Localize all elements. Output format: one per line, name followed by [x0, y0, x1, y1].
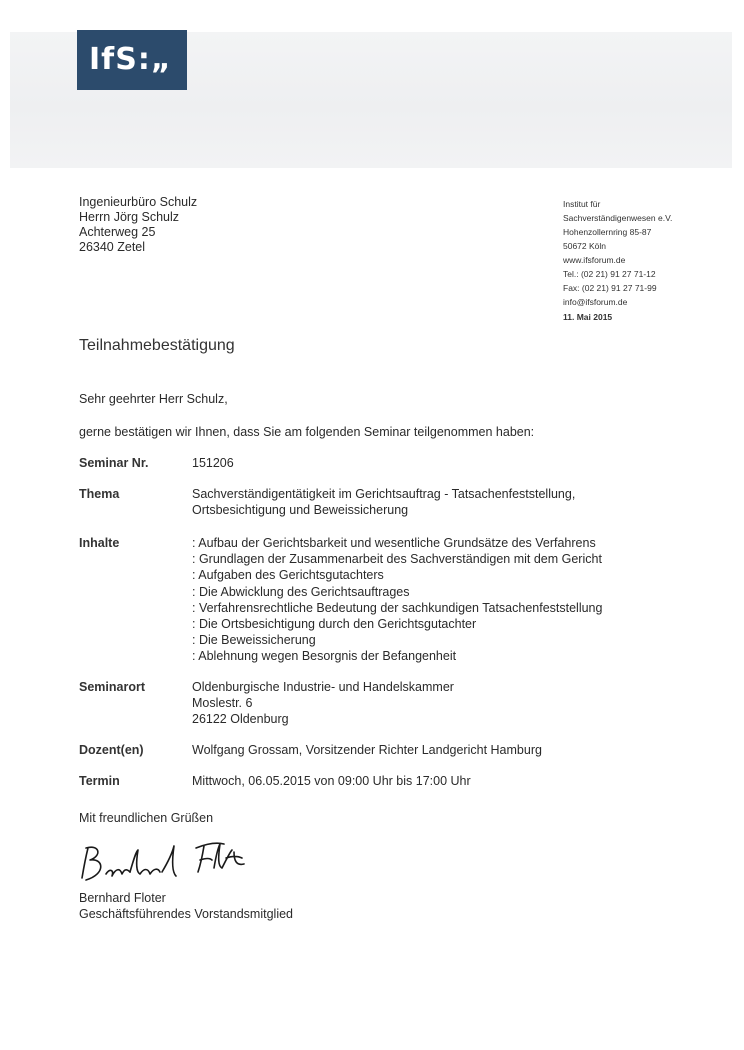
inhalte-item: : Die Ortsbesichtigung durch den Gerichtsgutachter: [192, 617, 477, 632]
dozent-label: Dozent(en): [79, 743, 144, 757]
sender-line: 50672 Köln: [563, 241, 607, 251]
inhalte-item: : Grundlagen der Zusammenarbeit des Sachverständigen mit dem Gericht: [192, 552, 602, 567]
intro-text: gerne bestätigen wir Ihnen, dass Sie am folgenden Seminar teilgenommen haben:: [79, 425, 535, 439]
inhalte-label: Inhalte: [79, 536, 120, 550]
signer-block: [79, 890, 293, 922]
termin-value: Mittwoch, 06.05.2015 von 09:00 Uhr bis 17:00 Uhr: [192, 774, 471, 788]
sender-line: Hohenzollernring 85-87: [563, 227, 652, 237]
ifs-logo: IfS:„: [77, 30, 187, 90]
seminarort-line: Oldenburgische Industrie- und Handelskammer: [192, 680, 454, 694]
thema-label: Thema: [79, 487, 120, 501]
recipient-address: [79, 195, 197, 255]
recipient-line: Ingenieurbüro Schulz: [79, 195, 198, 209]
letter-subject: Teilnahmebestätigung: [79, 337, 235, 354]
inhalte-item: : Die Abwicklung des Gerichtsauftrages: [192, 584, 410, 599]
thema-value: Sachverständigentätigkeit im Gerichtsauftrag - Tatsachenfeststellung, Ortsbesichtigung und Beweissicherung: [192, 487, 576, 518]
inhalte-item: : Ablehnung wegen Besorgnis der Befangenheit: [192, 649, 457, 664]
sender-phone: Tel.: (02 21) 91 27 71-12: [563, 269, 656, 279]
handwritten-signature: [76, 838, 256, 890]
sender-website: www.ifsforum.de: [563, 255, 626, 265]
inhalte-item: : Verfahrensrechtliche Bedeutung der sachkundigen Tatsachenfeststellung: [192, 600, 603, 615]
inhalte-item: : Aufbau der Gerichtsbarkeit und wesentliche Grundsätze des Verfahrens: [192, 536, 596, 550]
sender-fax: Fax: (02 21) 91 27 71-99: [563, 283, 657, 293]
salutation: Sehr geehrter Herr Schulz,: [79, 392, 228, 406]
inhalte-item: : Die Beweissicherung: [192, 633, 316, 648]
dozent-value: Wolfgang Grossam, Vorsitzender Richter Landgericht Hamburg: [192, 743, 542, 757]
seminarort-label: Seminarort: [79, 680, 145, 694]
inhalte-item: : Aufgaben des Gerichtsgutachters: [192, 568, 384, 583]
seminar-nr-label: Seminar Nr.: [79, 456, 149, 470]
seminarort-line: 26122 Oldenburg: [192, 712, 289, 727]
inhalte-list: [192, 535, 672, 665]
recipient-line: Herrn Jörg Schulz: [79, 210, 180, 224]
termin-label: Termin: [79, 774, 120, 788]
seminar-nr-value: 151206: [192, 456, 234, 470]
sender-line: Sachverständigenwesen e.V.: [563, 213, 673, 223]
sender-email: info@ifsforum.de: [563, 297, 628, 307]
signer-title: Geschäftsführendes Vorstandsmitglied: [79, 907, 294, 921]
recipient-line: 26340 Zetel: [79, 240, 146, 254]
sender-line: Institut für: [563, 199, 601, 209]
closing-text: Mit freundlichen Grüßen: [79, 811, 214, 825]
seminarort-line: Moslestr. 6: [192, 696, 253, 711]
recipient-line: Achterweg 25: [79, 225, 156, 239]
letter-date: 11. Mai 2015: [563, 312, 613, 322]
sender-block: [563, 197, 672, 324]
signer-name: Bernhard Floter: [79, 891, 166, 905]
